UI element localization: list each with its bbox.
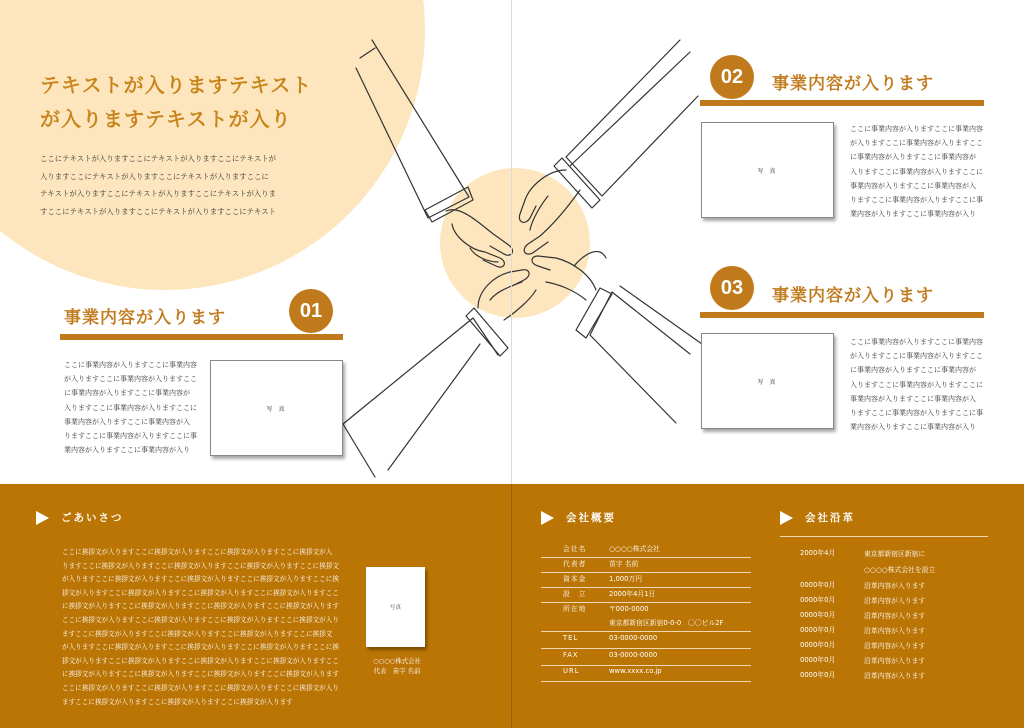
history-text: 沿革内容が入ります xyxy=(864,612,926,620)
history-text: 沿革内容が入ります xyxy=(864,582,926,590)
section-02-body-line: 業内容が入りますここに事業内容が入り xyxy=(850,210,976,219)
section-03-body-line: 事業内容が入りますここに事業内容が入 xyxy=(850,394,976,403)
section-02-number: 02 xyxy=(710,55,754,99)
intro-line: すここにテキストが入りますここにテキストが入りますここにテキスト xyxy=(40,206,277,216)
section-01-body-line: に事業内容が入りますここに事業内容が xyxy=(64,389,190,398)
history-date: 0000年0月 xyxy=(800,611,836,619)
history-row xyxy=(780,594,990,609)
overview-row xyxy=(541,651,751,666)
section-02-title: 事業内容が入ります xyxy=(772,74,934,94)
greeting-line: が入りますここに挨拶文が入りますここに挨拶文が入りますここに挨拶文が入りますここに挨 xyxy=(62,643,339,652)
overview-value: 苗字 名前 xyxy=(609,560,639,568)
overview-title: 会社概要 xyxy=(566,512,616,524)
section-01-body xyxy=(64,358,204,457)
history-date: 0000年0月 xyxy=(800,641,836,649)
section-01-body-line: りますここに事業内容が入りますここに事 xyxy=(64,432,197,441)
intro-line: テキストが入りますここにテキストが入りますここにテキストが入りま xyxy=(40,189,277,198)
main-headline xyxy=(40,68,340,136)
greeting-line: 拶文が入りますここに挨拶文が入りますここに挨拶文が入りますここに挨拶文が入りますここ xyxy=(62,656,339,665)
history-divider xyxy=(780,536,988,537)
signature-company: ○○○○株式会社 xyxy=(373,657,421,665)
overview-key: 資本金 xyxy=(563,575,587,583)
section-03-photo-placeholder: 写 真 xyxy=(701,333,834,429)
section-01-body-line: 事業内容が入りますここに事業内容が入 xyxy=(64,417,190,426)
greeting-signature xyxy=(352,656,442,676)
overview-value: 東京都新宿区新宿0-0-0 〇〇ビル2F xyxy=(609,619,724,627)
greeting-line: に挨拶文が入りますここに挨拶文が入りますここに挨拶文が入りますここに挨拶文が入ります xyxy=(62,602,339,611)
overview-key: FAX xyxy=(563,651,579,659)
intro-line: 入りますここにテキストが入りますここにテキストが入りますここに xyxy=(40,171,269,181)
overview-value: 03-0000-0000 xyxy=(609,651,658,659)
overview-key: 代表者 xyxy=(563,560,587,568)
greeting-line: に挨拶文が入りますここに挨拶文が入りますここに挨拶文が入りますここに挨拶文が入ります xyxy=(62,670,339,679)
section-02-underline xyxy=(700,100,984,106)
history-row xyxy=(780,547,990,562)
history-row xyxy=(780,609,990,624)
section-03-body-line: 入りますここに事業内容が入りますここに xyxy=(850,380,983,389)
section-03-body-line: に事業内容が入りますここに事業内容が xyxy=(850,366,976,375)
band-fold-line xyxy=(511,484,512,728)
history-text: 沿革内容が入ります xyxy=(864,642,926,650)
history-date: 0000年0月 xyxy=(800,596,836,604)
history-text: ○○○○株式会社を設立 xyxy=(864,566,936,574)
section-02-body-line: 事業内容が入りますここに事業内容が入 xyxy=(850,181,976,190)
overview-key: TEL xyxy=(563,634,579,642)
play-arrow-icon xyxy=(780,511,793,525)
history-text: 沿革内容が入ります xyxy=(864,672,926,680)
greeting-text xyxy=(62,546,342,709)
section-01-body-line: 業内容が入りますここに事業内容が入り xyxy=(64,446,190,455)
history-date: 0000年0月 xyxy=(800,581,836,589)
greeting-line: ますここに挨拶文が入りますここに挨拶文が入りますここに挨拶文が入ります xyxy=(62,697,293,706)
history-date: 0000年0月 xyxy=(800,626,836,634)
overview-row xyxy=(541,543,751,558)
overview-row xyxy=(541,573,751,588)
history-row xyxy=(780,639,990,654)
overview-row xyxy=(541,617,751,632)
overview-row xyxy=(541,667,751,682)
overview-row xyxy=(541,634,751,649)
history-row xyxy=(780,669,990,684)
history-date: 0000年0月 xyxy=(800,656,836,664)
section-01-photo-placeholder: 写 真 xyxy=(210,360,343,456)
history-row xyxy=(780,624,990,639)
history-text: 沿革内容が入ります xyxy=(864,627,926,635)
overview-value: 〒000-0000 xyxy=(609,605,649,613)
section-02-body-line: ここに事業内容が入りますここに事業内容 xyxy=(850,125,983,133)
section-01-body-line: 入りますここに事業内容が入りますここに xyxy=(64,403,197,412)
overview-key: 設 立 xyxy=(563,590,587,598)
section-01-body-line: ここに事業内容が入りますここに事業内容 xyxy=(64,361,197,369)
history-row xyxy=(780,654,990,669)
overview-row xyxy=(541,588,751,603)
greeting-line: ますここに挨拶文が入りますここに挨拶文が入りますここに挨拶文が入りますここに挨拶文 xyxy=(62,629,333,638)
section-03-body-line: 業内容が入りますここに事業内容が入り xyxy=(850,423,976,432)
president-photo-placeholder: 写真 xyxy=(366,567,425,647)
section-02-body xyxy=(850,122,990,221)
overview-value: ○○○○株式会社 xyxy=(609,545,660,553)
section-02-body-line: が入りますここに事業内容が入りますここ xyxy=(850,139,983,148)
section-03-body xyxy=(850,335,990,434)
play-arrow-icon xyxy=(36,511,49,525)
overview-row xyxy=(541,558,751,573)
section-02-photo-placeholder: 写 真 xyxy=(701,122,834,218)
history-text: 東京都新宿区新宿に xyxy=(864,550,926,558)
greeting-line: ここに挨拶文が入りますここに挨拶文が入りますここに挨拶文が入りますここに挨拶文が入り xyxy=(62,683,339,692)
overview-value: 1,000万円 xyxy=(609,575,643,583)
history-title: 会社沿革 xyxy=(805,512,855,524)
section-01-body-line: が入りますここに事業内容が入りますここ xyxy=(64,375,197,384)
overview-key xyxy=(541,617,587,631)
play-arrow-icon xyxy=(541,511,554,525)
section-01-title: 事業内容が入ります xyxy=(64,308,226,328)
greeting-line: りますここに挨拶文が入りますここに挨拶文が入りますここに挨拶文が入りますここに挨拶文 xyxy=(62,561,339,570)
headline-line-1: テキストが入りますテキスト xyxy=(40,73,313,97)
overview-key: URL xyxy=(563,667,580,675)
section-02-body-line: に事業内容が入りますここに事業内容が xyxy=(850,153,976,162)
history-text: 沿革内容が入ります xyxy=(864,657,926,665)
section-01-number: 01 xyxy=(289,289,333,333)
section-03-body-line: りますここに事業内容が入りますここに事 xyxy=(850,409,983,418)
overview-value: www.xxxx.co.jp xyxy=(609,667,662,675)
greeting-line: 拶文が入りますここに挨拶文が入りますここに挨拶文が入りますここに挨拶文が入りますここ xyxy=(62,588,339,597)
history-date: 0000年0月 xyxy=(800,671,836,679)
section-03-body-line: が入りますここに事業内容が入りますここ xyxy=(850,352,983,361)
history-heading xyxy=(780,510,855,525)
greeting-title: ごあいさつ xyxy=(61,512,124,524)
intro-text xyxy=(40,150,290,220)
section-03-underline xyxy=(700,312,984,318)
section-01-underline xyxy=(60,334,343,340)
overview-heading xyxy=(541,510,616,525)
greeting-line: ここに挨拶文が入りますここに挨拶文が入りますここに挨拶文が入りますここに挨拶文が入 xyxy=(62,548,333,556)
section-03-body-line: ここに事業内容が入りますここに事業内容 xyxy=(850,338,983,346)
greeting-heading xyxy=(36,510,124,525)
greeting-line: ここに挨拶文が入りますここに挨拶文が入りますここに挨拶文が入りますここに挨拶文が入り xyxy=(62,615,339,624)
headline-line-2: が入りますテキストが入り xyxy=(40,107,292,131)
history-text: 沿革内容が入ります xyxy=(864,597,926,605)
overview-key: 所在地 xyxy=(563,605,587,613)
history-row xyxy=(780,579,990,594)
intro-line: ここにテキストが入りますここにテキストが入りますここにテキストが xyxy=(40,154,277,163)
history-row xyxy=(780,563,990,578)
overview-value: 03-0000-0000 xyxy=(609,634,658,642)
overview-value: 2000年4月1日 xyxy=(609,590,656,598)
section-03-title: 事業内容が入ります xyxy=(772,286,934,306)
section-02-body-line: りますここに事業内容が入りますここに事 xyxy=(850,196,983,205)
section-02-body-line: 入りますここに事業内容が入りますここに xyxy=(850,167,983,176)
overview-row xyxy=(541,603,751,617)
history-date xyxy=(780,563,864,578)
signature-representative: 代表 苗字 名前 xyxy=(373,667,421,675)
history-date: 2000年4月 xyxy=(800,549,836,557)
greeting-line: が入りますここに挨拶文が入りますここに挨拶文が入りますここに挨拶文が入りますここに挨 xyxy=(62,575,339,584)
section-03-number: 03 xyxy=(710,266,754,310)
overview-key: 会社名 xyxy=(563,545,587,553)
